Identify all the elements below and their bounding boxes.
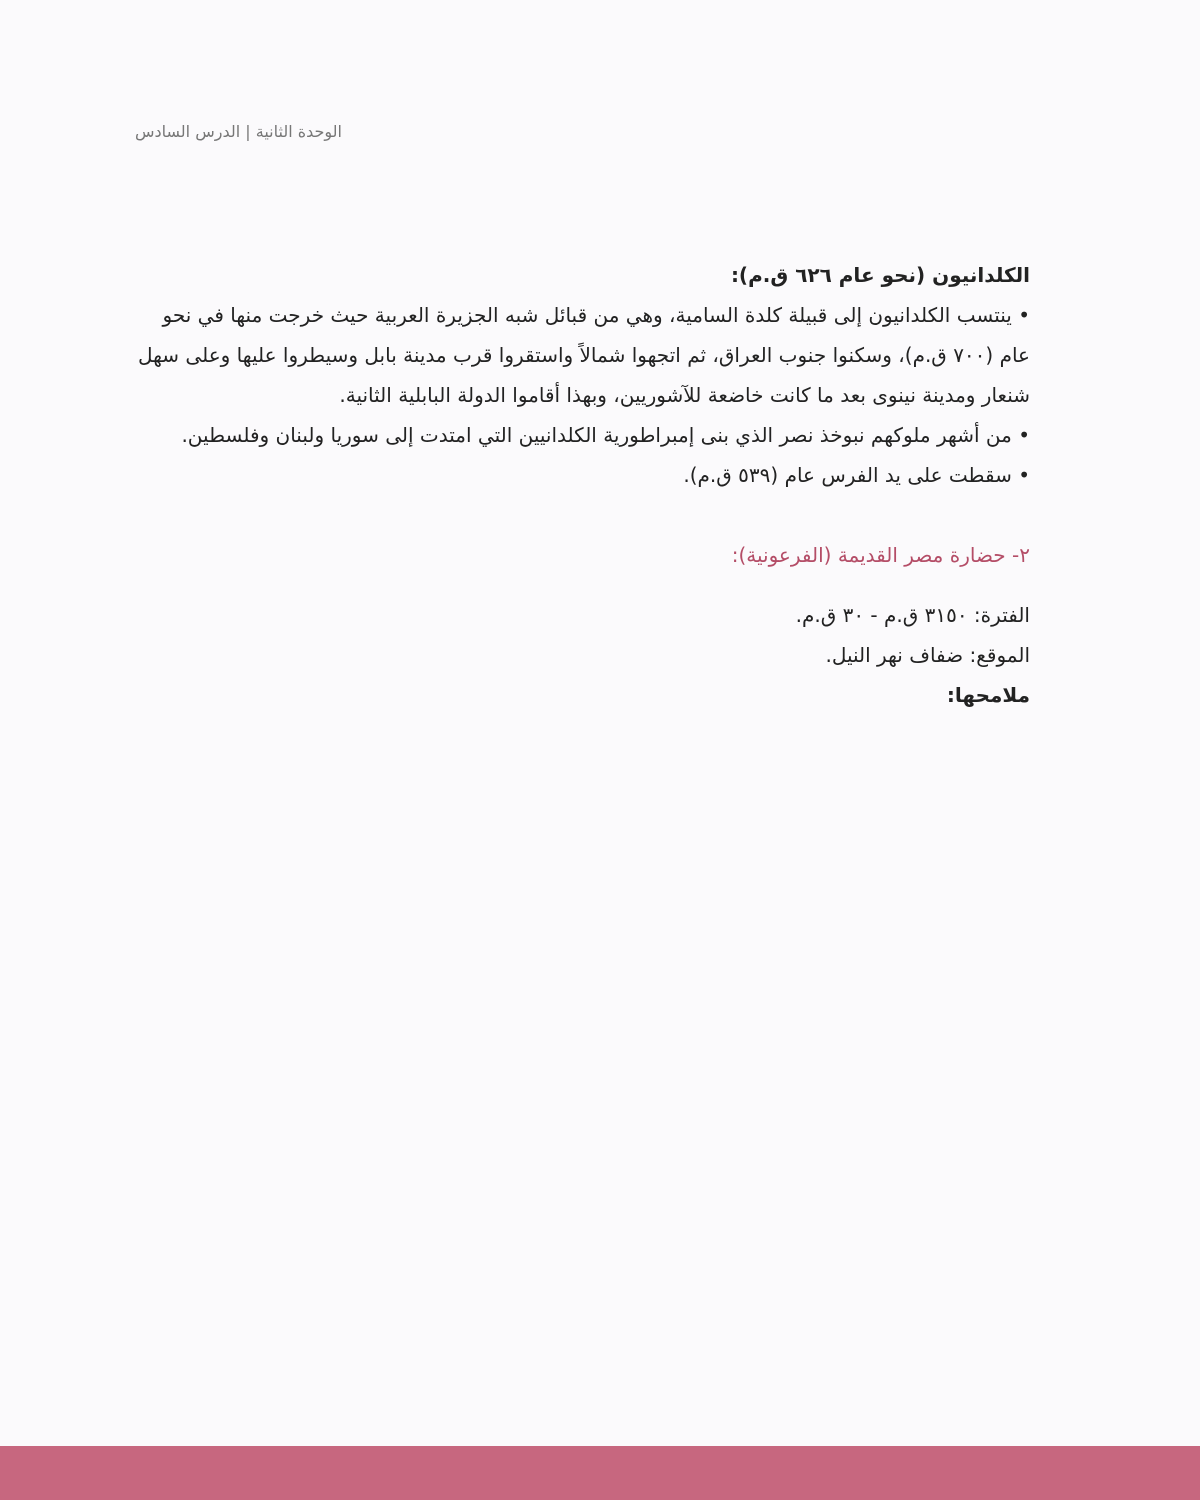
chaldeans-bullet-1: • ينتسب الكلدانيون إلى قبيلة كلدة السامية، وهي من قبائل شبه الجزيرة العربية حيث خرجت منها في نحو عام (٧٠٠ ق.م)، وسكنوا جنوب العراق، ثم اتجهوا شمالاً واستقروا قرب مدينة بابل وسيطروا عليها وعلى سهل شنعار ومدينة نينوى بعد ما كانت خاضعة للآشوريين، وبهذا أقاموا الدولة البابلية الثانية.	[137, 303, 1030, 407]
page-header: الوحدة الثانية | الدرس السادس	[135, 122, 342, 141]
egypt-location: الموقع: ضفاف نهر النيل.	[825, 643, 1030, 667]
egypt-period: الفترة: ٣١٥٠ ق.م - ٣٠ ق.م.	[795, 603, 1030, 627]
chaldeans-title: الكلدانيون (نحو عام ٦٢٦ ق.م):	[730, 263, 1030, 287]
chaldeans-bullet-3: • سقطت على يد الفرس عام (٥٣٩ ق.م).	[683, 463, 1030, 487]
content	[137, 255, 1030, 715]
egypt-features-title: ملامحها:	[946, 683, 1030, 707]
bottom-band	[0, 1446, 1200, 1500]
chaldeans-bullet-2: • من أشهر ملوكهم نبوخذ نصر الذي بنى إمبراطورية الكلدانيين التي امتدت إلى سوريا ولبنان وفلسطين.	[181, 423, 1030, 447]
egypt-section-title: ٢- حضارة مصر القديمة (الفرعونية):	[731, 543, 1030, 567]
